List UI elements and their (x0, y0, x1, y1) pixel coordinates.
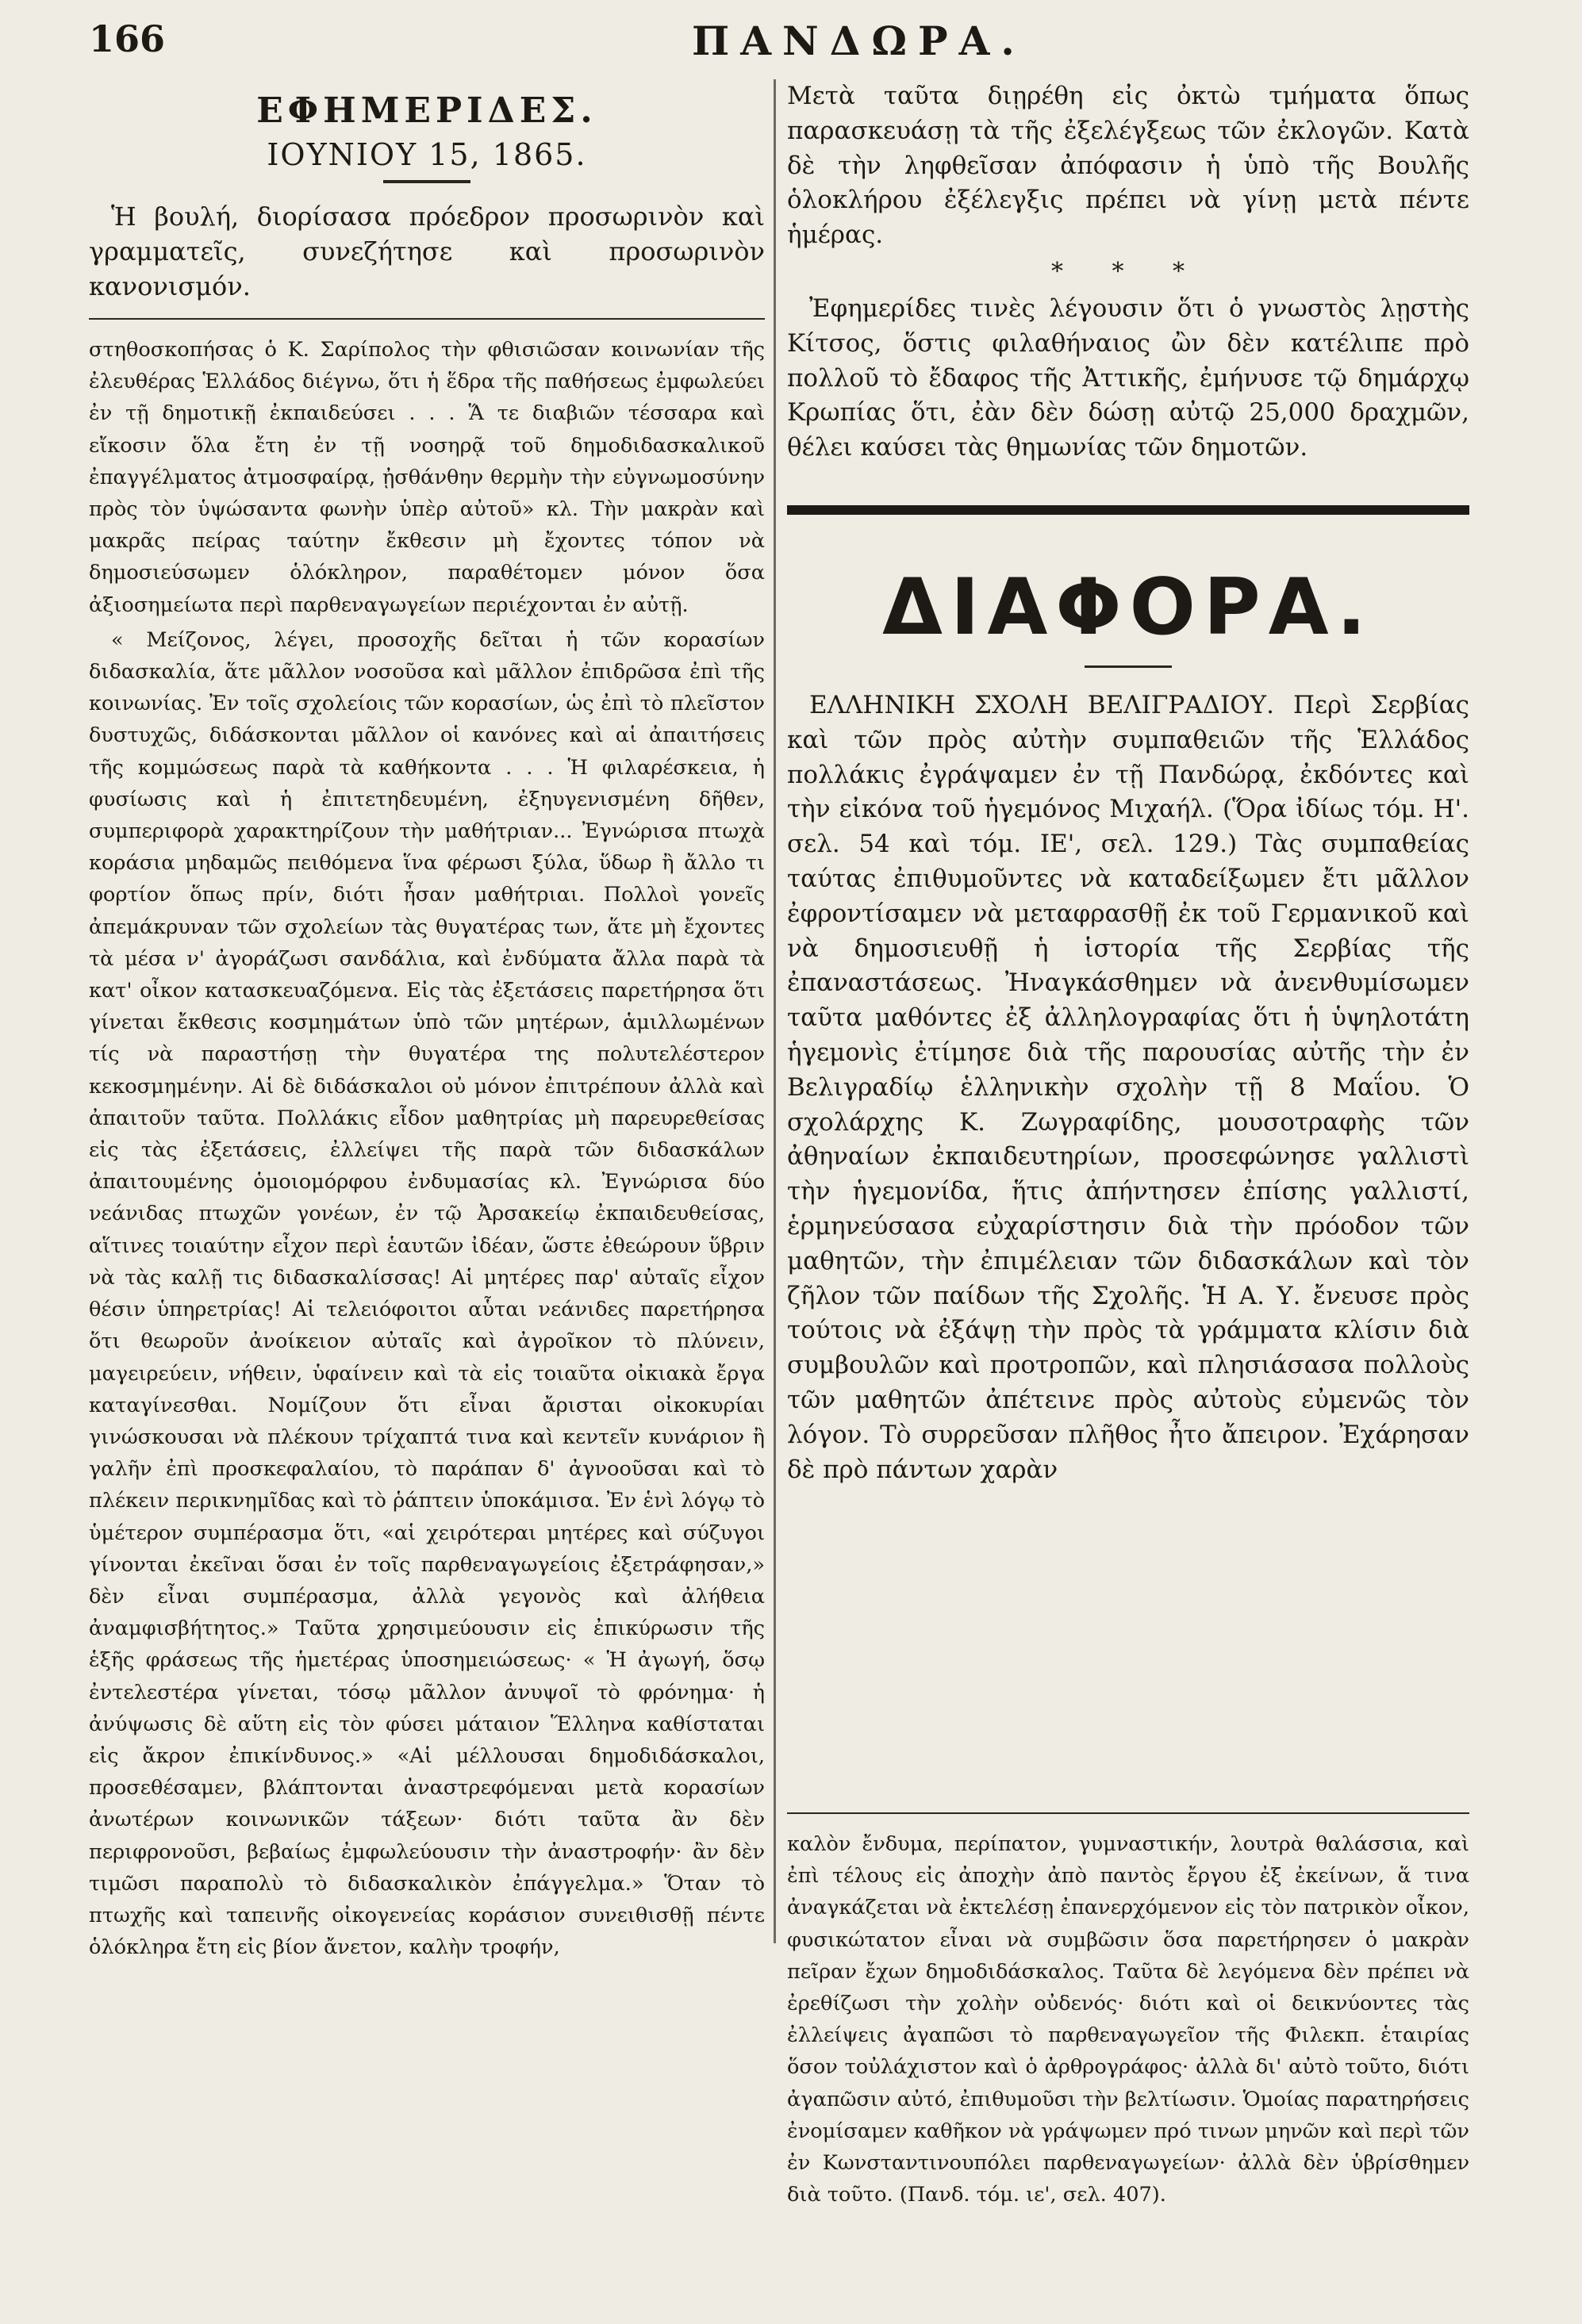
section-title-efimerides: ΕΦΗΜΕΡΙΔΕΣ. (256, 90, 597, 131)
asterism-separator: * * * (1050, 257, 1206, 286)
running-title: ΠΑΝΔΩΡΑ. (692, 17, 1026, 64)
page-header (89, 17, 1453, 73)
right-top-paragraph-2: Ἐφημερίδες τινὲς λέγουσιν ὅτι ὁ γνωστὸς λῃστὴς Κίτσος, ὅστις φιλαθήναιος ὢν δὲν κατέλιπε πρὸ πολλοῦ τὸ ἔδαφος τῆς Ἀττικῆς, ἐμήνυσε τῷ δημάρχῳ Κρωπίας ὅτι, ἐὰν δὲν δώσῃ αὐτῷ 25,000 δραχμῶν, θέλει καύσει τὰς θημωνίας τῶν δημοτῶν. (787, 293, 1469, 462)
column-divider (774, 79, 776, 1943)
short-rule (383, 180, 470, 183)
continuation-paragraph: καλὸν ἔνδυμα, περίπατον, γυμναστικήν, λουτρὰ θαλάσσια, καὶ ἐπὶ τέλους εἰς ἀποχὴν ἀπὸ παντὸς ἔργου ἐξ ἐκείνων, ἅ τινα ἀναγκάζεται νὰ ἐκτελέσῃ ἐπανερχόμενον εἰς τὸν πατρικὸν οἶκον, φυσικώτατον εἶναι νὰ συμβῶσιν ὅσα παρετήρησεν ὁ μακρὰν πεῖραν ἔχων δημοδιδάσκαλος. Ταῦτα δὲ λεγόμενα δὲν πρέπει νὰ ἐρεθίζωσι τὴν χολὴν οὐδενός· διότι καὶ οἱ δεικνύοντες τὰς ἐλλείψεις ἀγαπῶσι τὸ παρθεναγωγεῖον τῆς Φιλεκπ. ἑταιρίας ὅσον τοὐλάχιστον καὶ ὁ ἀρθρογράφος· ἀλλὰ δι' αὐτὸ τοῦτο, διότι ἀγαπῶσιν αὐτό, ἐπιθυμοῦσι τὴν βελτίωσιν. Ὁμοίας παρατηρήσεις ἐνομίσαμεν καθῆκον νὰ γράψωμεν πρό τινων μηνῶν καὶ περὶ τῶν ἐν Κωνσταντινουπόλει παρθεναγωγείων· ἀλλὰ δὲν ὑβρίσθημεν διὰ τοῦτο. (Πανδ. τόμ. ιε', σελ. 407). (787, 1832, 1469, 2207)
right-top-paragraph-1: Μετὰ ταῦτα διῃρέθη εἰς ὀκτὼ τμήματα ὅπως παρασκευάσῃ τὰ τῆς ἐξελέγξεως τῶν ἐκλογῶν. Κατὰ δὲ τὴν ληφθεῖσαν ἀπόφασιν ἡ ὑπὸ τῆς Βουλῆς ὁλοκλήρου ἐξέλεγξις πρέπει νὰ γίνῃ μετὰ πέντε ἡμέρας. (787, 82, 1469, 250)
lead-paragraph: Ἡ βουλή, διορίσασα πρόεδρον προσωρινὸν καὶ γραμματεῖς, συνεζήτησε καὶ προσωρινὸν κανονισμόν. (89, 201, 765, 301)
page-number: 166 (89, 17, 166, 60)
body-paragraph-1: στηθοσκοπήσας ὁ Κ. Σαρίπολος τὴν φθισιῶσαν κοινωνίαν τῆς ἐλευθέρας Ἑλλάδος διέγνω, ὅτι ἡ ἕδρα τῆς παθήσεως ἐμφωλεύει ἐν τῇ δημοτικῇ ἐκπαιδεύσει . . . Ἅ τε διαβιῶν τέσσαρα καὶ εἴκοσιν ὅλα ἔτη ἐν τῇ νοσηρᾷ τοῦ δημοδιδασκαλικοῦ ἐπαγγέλματος ἀτμοσφαίρᾳ, ᾐσθάνθην θερμὴν τὴν εὐγνωμοσύνην πρὸς τὸν ὑψώσαντα φωνὴν ὑπὲρ αὐτοῦ» κλ. Τὴν μακρὰν καὶ μακρᾶς πείρας ταύτην ἔκθεσιν μὴ ἔχοντες τόπον νὰ δημοσιεύσωμεν ὁλόκληρον, παραθέτομεν μόνον ὅσα ἀξιοσημείωτα περὶ παρθεναγωγείων περιέχονται ἐν αὐτῇ. (89, 338, 765, 617)
continuation-block (787, 1812, 1469, 2288)
diafora-paragraph: ΕΛΛΗΝΙΚΗ ΣΧΟΛΗ ΒΕΛΙΓΡΑΔΙΟΥ. Περὶ Σερβίας καὶ τῶν πρὸς αὐτὴν συμπαθειῶν τῆς Ἑλλάδος πολλάκις ἐγράψαμεν ἐν τῇ Πανδώρᾳ, ἐκδόντες καὶ τὴν εἰκόνα τοῦ ἡγεμόνος Μιχαήλ. (Ὅρα ἰδίως τόμ. Η'. σελ. 54 καὶ τόμ. ΙΕ', σελ. 129.) Τὰς συμπαθείας ταύτας ἐπιθυμοῦντες νὰ καταδείξωμεν ἔτι μᾶλλον ἐφροντίσαμεν νὰ μεταφρασθῇ ἐκ τοῦ Γερμανικοῦ καὶ νὰ δημοσιευθῇ ἡ ἱστορία τῆς Σερβίας τῆς ἐπαναστάσεως. Ἠναγκάσθημεν νὰ ἀνενθυμίσωμεν ταῦτα μαθόντες ἐξ ἀλληλογραφίας ὅτι ἡ ὑψηλοτάτη ἡγεμονὶς ἐτίμησε διὰ τῆς παρουσίας αὐτῆς τὴν ἐν Βελιγραδίῳ ἑλληνικὴν σχολὴν τῇ 8 Μαΐου. Ὁ σχολάρχης Κ. Ζωγραφίδης, μουσοτραφὴς τῶν ἀθηναίων ἐκπαιδευτηρίων, προσεφώνησε γαλλιστὶ τὴν ἡγεμονίδα, ἥτις ἀπήντησεν ἐπίσης γαλλιστί, ἑρμηνεύσασα εὐχαρίστησιν διὰ τὴν πρόοδον τῶν μαθητῶν, τὴν ἐπιμέλειαν τῶν διδασκάλων καὶ τὸν ζῆλον τῶν παίδων τῆς Σχολῆς. Ἡ Α. Υ. ἔνευσε πρὸς τούτοις νὰ ἐξάψῃ τὴν πρὸς τὰ γράμματα κλίσιν διὰ συμβουλῶν καὶ προτροπῶν, καὶ πλησιάσασα πολλοὺς τῶν μαθητῶν ἀπέτεινε πρὸς αὐτοὺς εὐμενῶς τὸν λόγον. Τὸ συρρεῦσαν πλῆθος ἦτο ἄπειρον. Ἐχάρησαν δὲ πρὸ πάντων χαρὰν (787, 690, 1469, 1484)
section-title-diafora: ΔΙΑΦΟΡΑ. (882, 562, 1374, 653)
short-rule (1085, 665, 1172, 668)
section-rule (89, 318, 765, 320)
body-paragraph-2: « Μείζονος, λέγει, προσοχῆς δεῖται ἡ τῶν κορασίων διδασκαλία, ἅτε μᾶλλον νοσοῦσα καὶ μᾶλλον ἐπιδρῶσα ἐπὶ τῆς κοινωνίας. Ἐν τοῖς σχολείοις τῶν κορασίων, ὡς ἐπὶ τὸ πλεῖστον δυστυχῶς, διδάσκονται μᾶλλον οἱ κανόνες καὶ αἱ ἀπαιτήσεις τῆς κομμώσεως παρὰ τὰ καθήκοντα . . . Ἡ φιλαρέσκεια, ἡ φυσίωσις καὶ ἡ ἐπιτετηδευμένη, ἐξηυγενισμένη δῆθεν, συμπεριφορὰ χαρακτηρίζουν τὴν μαθήτριαν... Ἐγνώρισα πτωχὰ κοράσια μηδαμῶς πειθόμενα ἵνα φέρωσι ξύλα, ὕδωρ ἢ ἄλλο τι φορτίον ὅπως πρίν, διότι ἦσαν μαθήτριαι. Πολλοὶ γονεῖς ἀπεμάκρυναν τῶν σχολείων τὰς θυγατέρας των, ἅτε μὴ ἔχοντες τὰ μέσα ν' ἀγοράζωσι σανδάλια, καὶ ἐνδύματα ἄλλα παρὰ τὰ κατ' οἶκον κατασκευαζόμενα. Εἰς τὰς ἐξετάσεις παρετήρησα ὅτι γίνεται ἔκθεσις κοσμημάτων ὑπὸ τῶν μητέρων, ἁμιλλωμένων τίς νὰ παραστήσῃ τὴν θυγατέρα της πολυτελέστερον κεκοσμημένην. Αἱ δὲ διδάσκαλοι οὐ μόνον ἐπιτρέπουν ἀλλὰ καὶ ἀπαιτοῦν ταῦτα. Πολλάκις εἶδον μαθητρίας μὴ παρευρεθείσας εἰς τὰς ἐξετάσεις, ἐλλείψει τῆς παρὰ τῶν διδασκάλων ἀπαιτουμένης ὁμοιομόρφου ἐνδυμασίας κλ. Ἐγνώρισα δύο νεάνιδας πτωχῶν γονέων, ἐν τῷ Ἀρσακείῳ ἐκπαιδευθείσας, αἵτινες τοιαύτην εἶχον περὶ ἑαυτῶν ἰδέαν, ὥστε ἐθεώρουν ὕβριν νὰ τὰς καλῇ τις διδασκαλίσσας! Αἱ μητέρες παρ' αὐταῖς εἶχον θέσιν ὑπηρετρίας! Αἱ τελειόφοιτοι αὗται νεάνιδες παρετήρησα ὅτι θεωροῦν ἀνοίκειον αὐταῖς καὶ ἀγροῖκον τὸ πλύνειν, μαγειρεύειν, νήθειν, ὑφαίνειν καὶ τὰ εἰς τοιαῦτα οἰκιακὰ ἔργα καταγίνεσθαι. Νομίζουν ὅτι εἶναι ἄρισται οἰκοκυρίαι γινώσκουσαι νὰ πλέκουν τρίχαπτά τινα καὶ κεντεῖν κυνάριον ἢ γαλῆν ἐπὶ προσκεφαλαίου, τὸ παράπαν δ' ἀγνοοῦσαι καὶ τὸ πλέκειν περικνημῖδας καὶ τὸ ῥάπτειν ὑποκάμισα. Ἐν ἑνὶ λόγῳ τὸ ὑμέτερον συμπέρασμα ὅτι, «αἱ χειρότεραι μητέρες καὶ σύζυγοι γίνονται ἐκεῖναι ὅσαι ἐν τοῖς παρθεναγωγείοις ἐξετράφησαν,» δὲν εἶναι συμπέρασμα, ἀλλὰ γεγονὸς καὶ ἀλήθεια ἀναμφισβήτητος.» Ταῦτα χρησιμεύουσιν εἰς ἐπικύρωσιν τῆς ἑξῆς φράσεως τῆς ἡμετέρας ὑποσημειώσεως· « Ἡ ἀγωγή, ὅσῳ ἐντελεστέρα γίνεται, τόσῳ μᾶλλον ἀνυψοῖ τὸ φρόνημα· ἡ ἀνύψωσις δὲ αὕτη εἰς τὸν φύσει μάταιον Ἕλληνα καθίσταται εἰς ἄκρον ἐπικίνδυνος.» «Αἱ μέλλουσαι δημοδιδάσκαλοι, προσεθέσαμεν, βλάπτονται ἀναστρεφόμεναι μετὰ κορασίων ἀνωτέρων κοινωνικῶν τάξεων· διότι ταῦτα ἂν δὲν περιφρονοῦσι, βεβαίως ἐμφωλεύουσιν τὴν ἀναστροφήν· ἂν δὲν τιμῶσι παραπολὺ τὸ διδασκαλικὸν ἐπάγγελμα.» Ὅταν τὸ πτωχῆς καὶ ταπεινῆς οἰκογενείας κοράσιον συνειθισθῇ πέντε ὁλόκληρα ἔτη εἰς βίον ἄνετον, καλὴν τροφήν, (89, 627, 765, 1960)
thick-rule (787, 505, 1469, 515)
section-date: ΙΟΥΝΙΟΥ 15, 1865. (267, 137, 587, 172)
continuation-rule (787, 1812, 1469, 1814)
left-column (89, 79, 765, 2276)
